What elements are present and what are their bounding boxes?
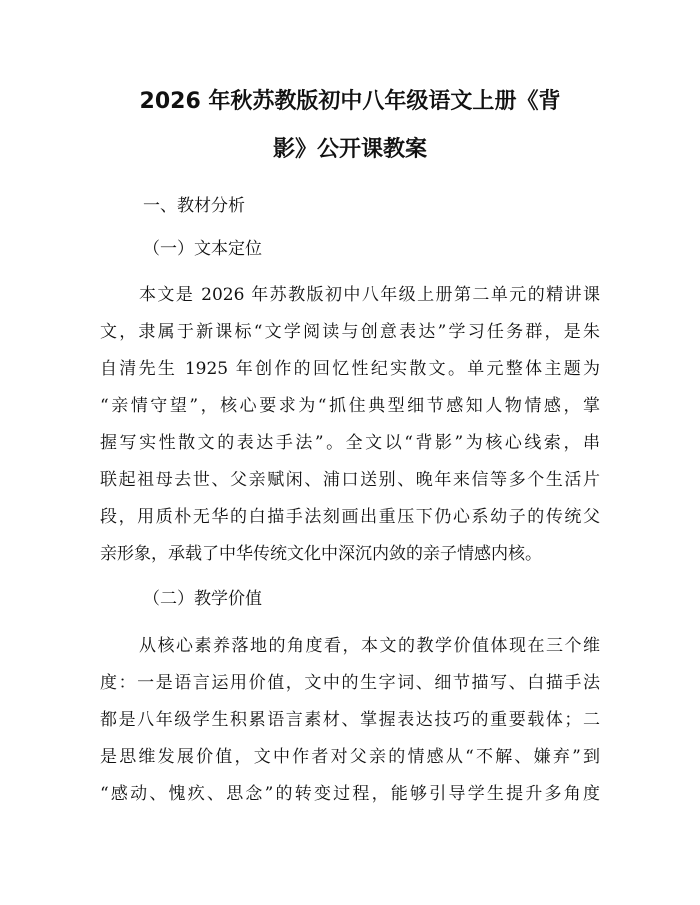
document-title-line-1: 2026 年秋苏教版初中八年级语文上册《背 [139,89,561,114]
paragraph-2-line-3: 都是八年级学生积累语言素材、掌握表达技巧的重要载体；二 [100,710,600,730]
paragraph-2-line-5: “感动、愧疚、思念”的转变过程，能够引导学生提升多角度 [100,784,600,804]
paragraph-1-line-7: 段，用质朴无华的白描手法刻画出重压下仍心系幼子的传统父 [100,507,600,527]
paragraph-1-line-1: 本文是 2026 年苏教版初中八年级上册第二单元的精讲课 [139,285,600,305]
paragraph-1-line-2: 文，隶属于新课标“文学阅读与创意表达”学习任务群，是朱 [100,322,600,342]
section-heading-textbook-analysis: 一、教材分析 [143,196,245,216]
paragraph-2-line-4: 是思维发展价值，文中作者对父亲的情感从“不解、嫌弃”到 [100,747,600,767]
subsection-heading-teaching-value: （二）教学价值 [143,589,262,609]
paragraph-2-line-1: 从核心素养落地的角度看，本文的教学价值体现在三个维 [139,636,600,656]
paragraph-2-line-2: 度：一是语言运用价值，文中的生字词、细节描写、白描手法 [100,673,600,693]
subsection-heading-text-positioning: （一）文本定位 [143,239,262,259]
paragraph-1-line-8: 亲形象，承载了中华传统文化中深沉内敛的亲子情感内核。 [100,544,542,564]
paragraph-1-line-3: 自清先生 1925 年创作的回忆性纪实散文。单元整体主题为 [100,359,600,379]
document-title-line-2: 影》公开课教案 [272,137,427,162]
paragraph-1-line-5: 握写实性散文的表达手法”。全文以“背影”为核心线索，串 [100,433,600,453]
paragraph-1-line-6: 联起祖母去世、父亲赋闲、浦口送别、晚年来信等多个生活片 [100,470,600,490]
paragraph-1-line-4: “亲情守望”，核心要求为“抓住典型细节感知人物情感，掌 [100,396,600,416]
